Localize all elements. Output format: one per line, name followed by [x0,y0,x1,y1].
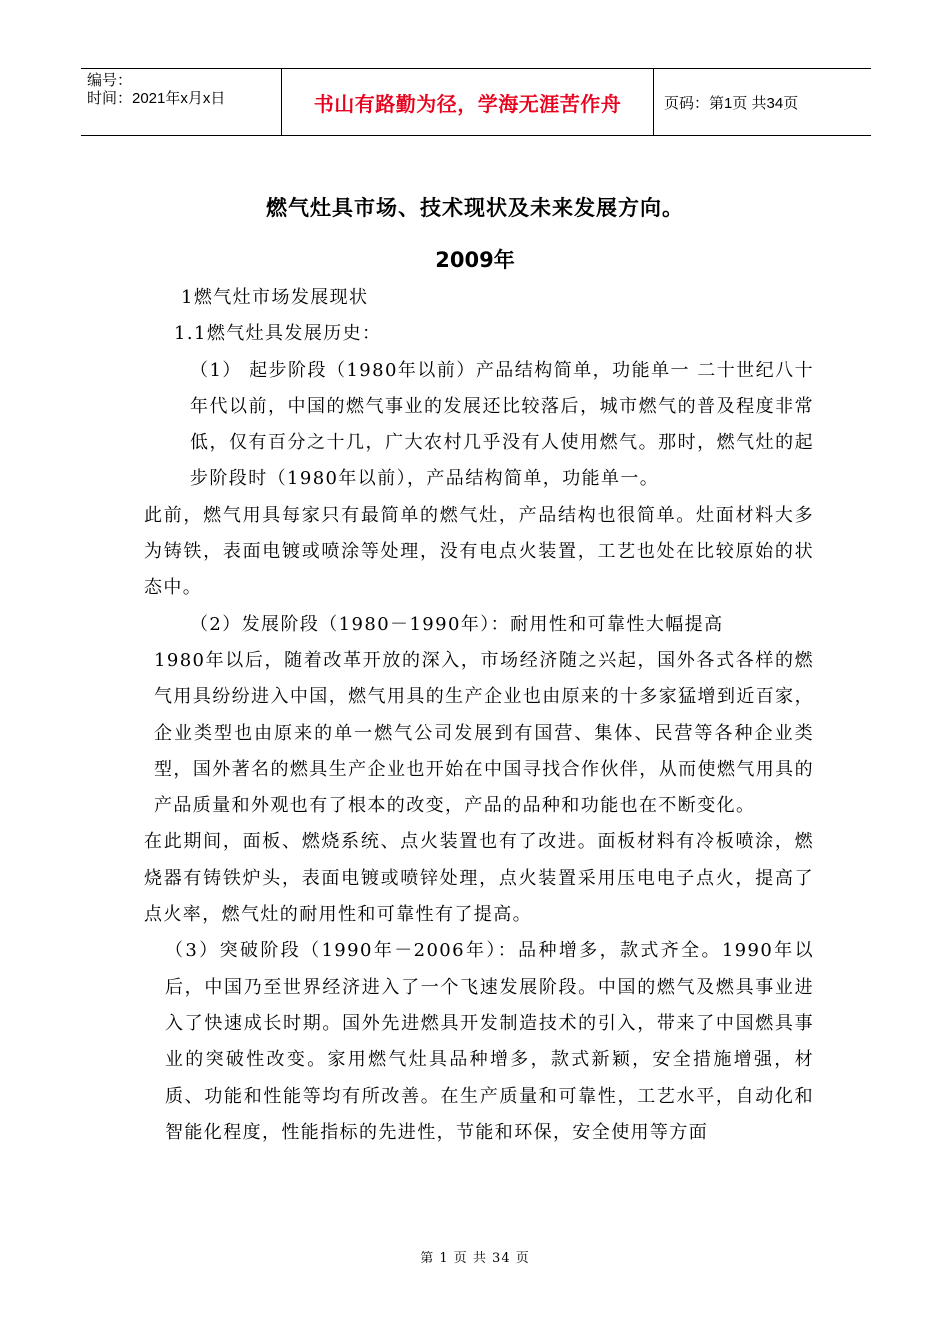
document-year: 2009年 [435,248,515,272]
paragraph-stage-3: （3）突破阶段（1990年－2006年）：品种增多，款式齐全。1990年以后，中国乃至世界经济进入了一个飞速发展阶段。中国的燃气及燃具事业进入了快速成长时期。国外先进燃具开发制造技术的引入，带来了中国燃具事业的突破性改变。家用燃气灶具品种增多，款式新颖，安全措施增强，材质、功能和性能等均有所改善。在生产质量和可靠性，工艺水平，自动化和智能化程度，性能指标的先进性，节能和环保，安全使用等方面 [165,940,814,1143]
motto-cell [281,69,654,135]
page-footer: 第 1 页 共 34 页 [420,1251,530,1266]
paragraph-improvements: 在此期间，面板、燃烧系统、点火装置也有了改进。面板材料有冷板喷涂，燃烧器有铸铁炉头，表面电镀或喷锌处理，点火装置采用压电电子点火，提高了点火率，燃气灶的耐用性和可靠性有了提高。 [144,831,814,926]
page-info-text: 页码：第1页 共34页 [664,94,799,112]
motto-text: 书山有路勤为径，学海无涯苦作舟 [313,91,622,116]
paragraph-stage-2-heading: （2）发展阶段（1980－1990年）：耐用性和可靠性大幅提高 [190,613,724,635]
section-heading: 1燃气灶市场发展现状 [181,287,369,308]
number-label: 编号： [87,72,133,89]
paragraph-before: 此前，燃气用具每家只有最简单的燃气灶，产品结构也很简单。灶面材料大多为铸铁，表面电镀或喷涂等处理，没有电点火装置，工艺也处在比较原始的状态中。 [144,504,814,599]
document-body [144,280,814,1151]
page-info-cell [654,69,871,135]
header-table [81,68,871,136]
document-title: 燃气灶具市场、技术现状及未来发展方向。 [266,196,684,220]
paragraph-stage-1: （1） 起步阶段（1980年以前）产品结构简单，功能单一 二十世纪八十年代以前，中国的燃气事业的发展还比较落后，城市燃气的普及程度非常低，仅有百分之十几，广大农村几乎没有人使用燃气。那时，燃气灶的起步阶段时（1980年以前），产品结构简单，功能单一。 [190,359,814,490]
subsection-heading: 1.1燃气灶具发展历史： [174,323,382,345]
header-meta-cell [81,69,281,135]
paragraph-stage-2: 1980年以后，随着改革开放的深入，市场经济随之兴起，国外各式各样的燃气用具纷纷进入中国，燃气用具的生产企业也由原来的十多家猛增到近百家，企业类型也由原来的单一燃气公司发展到有国营、集体、民营等各种企业类型，国外著名的燃具生产企业也开始在中国寻找合作伙伴，从而使燃气用具的产品质量和外观也有了根本的改变，产品的品种和功能也在不断变化。 [154,649,814,817]
time-label: 时间：2021年x月x日 [87,90,226,107]
